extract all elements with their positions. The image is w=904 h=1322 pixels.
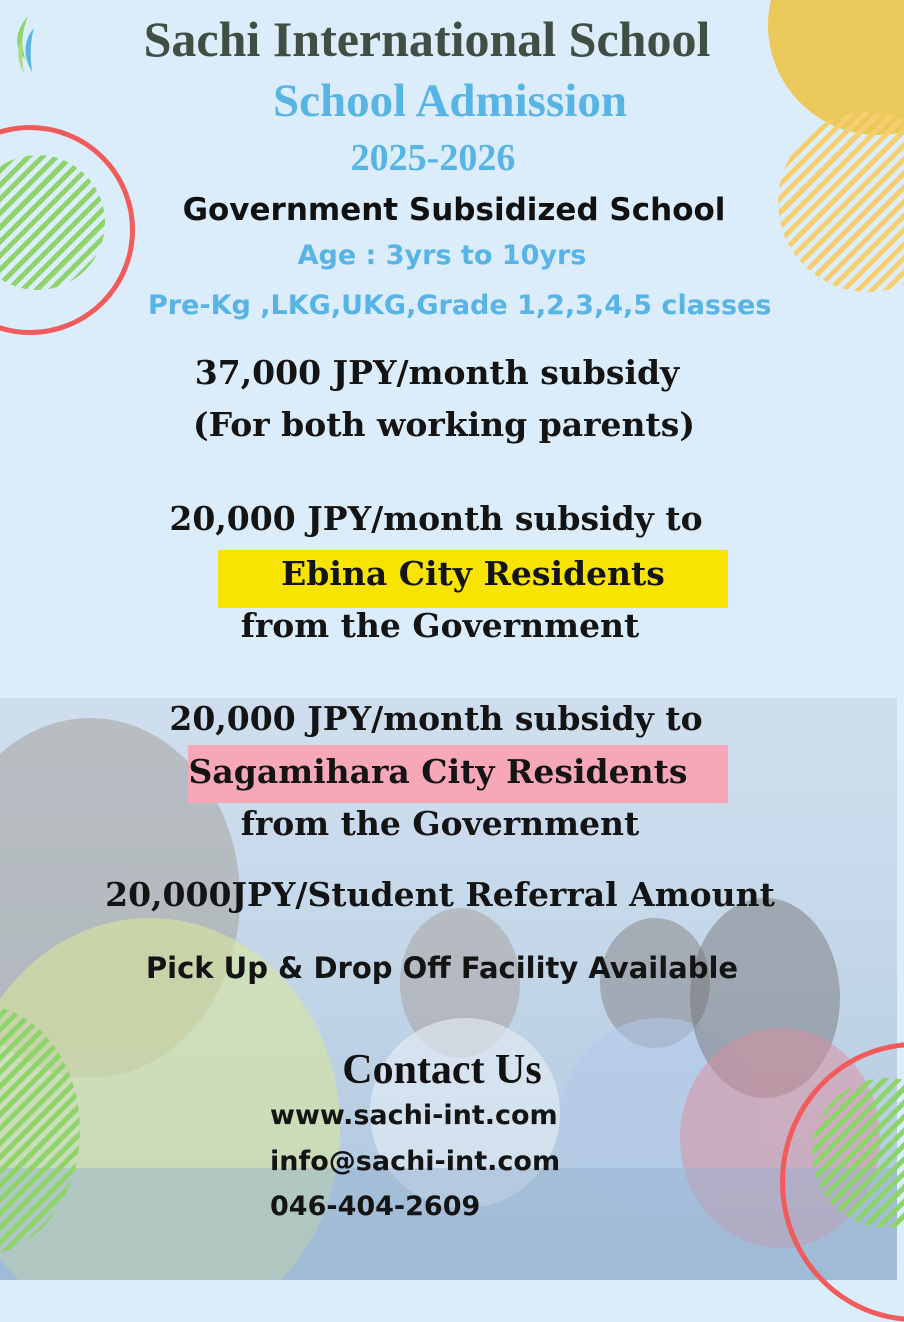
- admission-headline: School Admission: [273, 75, 627, 127]
- contact-email[interactable]: info@sachi-int.com: [270, 1146, 561, 1177]
- subsidy-ebina-amount: 20,000 JPY/month subsidy to: [169, 499, 703, 538]
- age-range: Age : 3yrs to 10yrs: [297, 240, 587, 271]
- school-type: Government Subsidized School: [182, 192, 726, 228]
- pickup-dropoff-facility: Pick Up & Drop Off Facility Available: [145, 951, 739, 985]
- ebina-residents: Ebina City Residents: [281, 554, 665, 593]
- subsidy-working-parents-condition: (For both working parents): [193, 405, 695, 444]
- subsidy-ebina-source: from the Government: [240, 606, 640, 645]
- subsidy-sagamihara-source: from the Government: [240, 804, 640, 843]
- academic-year: 2025-2026: [350, 137, 516, 179]
- contact-title: Contact Us: [342, 1047, 542, 1093]
- sagamihara-residents: Sagamihara City Residents: [188, 752, 688, 791]
- subsidy-working-parents-amount: 37,000 JPY/month subsidy: [194, 353, 680, 392]
- school-name: Sachi International School: [143, 11, 711, 67]
- contact-phone[interactable]: 046-404-2609: [270, 1191, 481, 1222]
- classes-offered: Pre-Kg ,LKG,UKG,Grade 1,2,3,4,5 classes: [148, 290, 772, 321]
- subsidy-sagamihara-amount: 20,000 JPY/month subsidy to: [169, 699, 703, 738]
- contact-website[interactable]: www.sachi-int.com: [270, 1100, 558, 1131]
- referral-amount: 20,000JPY/Student Referral Amount: [105, 875, 775, 914]
